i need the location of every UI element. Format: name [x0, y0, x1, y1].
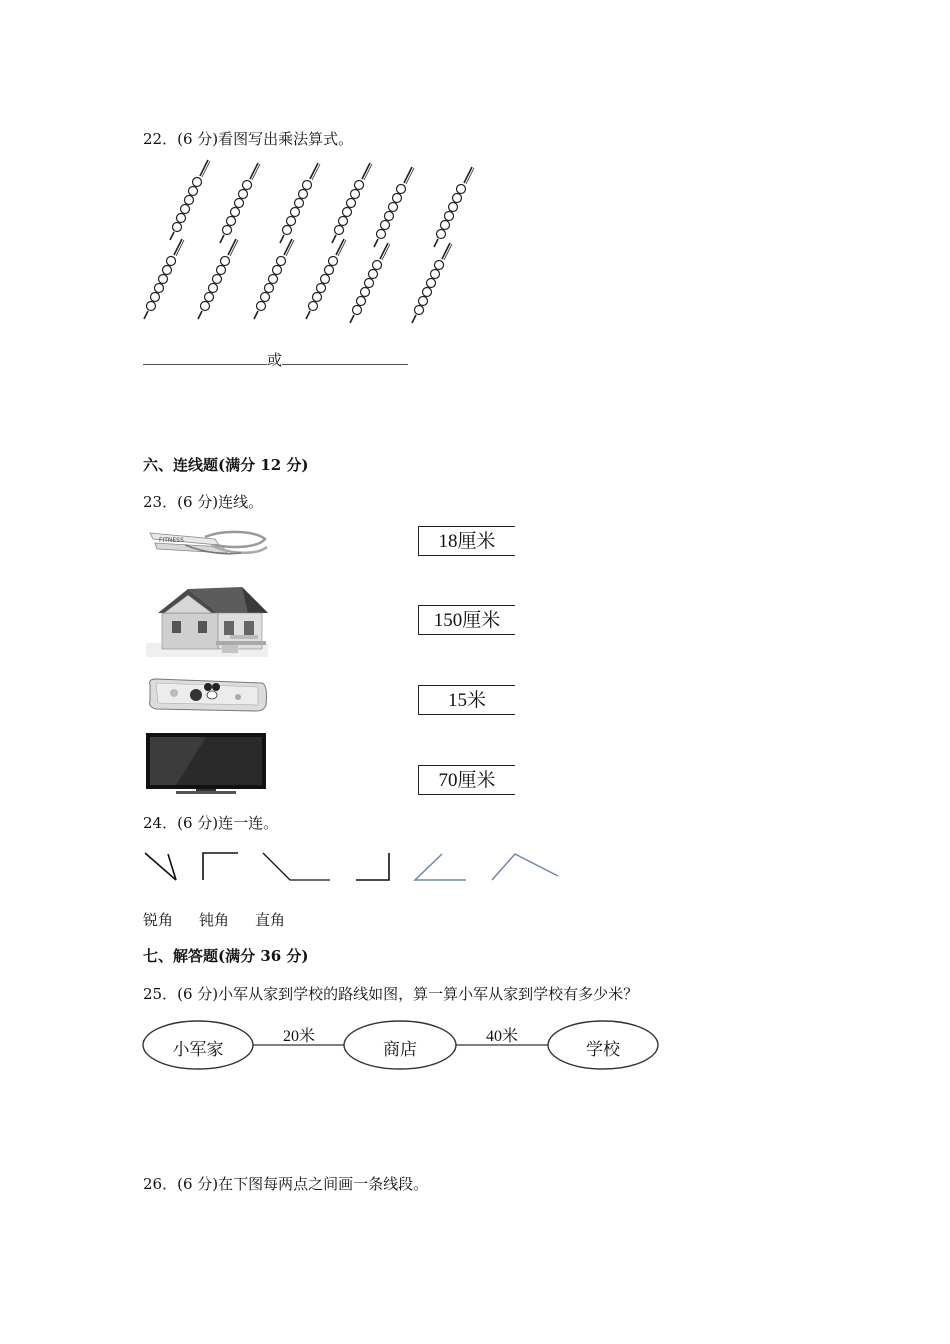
jump-rope-image	[145, 525, 270, 560]
place-school: 学校	[586, 1040, 620, 1060]
pencil-case-image	[146, 675, 268, 715]
answer-blank-1[interactable]	[143, 350, 267, 365]
place-home: 小军家	[172, 1040, 224, 1060]
unit-box-1[interactable]: 18厘米	[418, 526, 515, 556]
skewer-illustration	[138, 155, 483, 330]
skewer-12	[412, 243, 452, 323]
skewer-4	[332, 163, 372, 243]
section-6-title: 六、连线题(满分 12 分)	[143, 456, 309, 474]
place-shop: 商店	[383, 1040, 417, 1060]
house-image	[146, 585, 268, 657]
skewer-6	[434, 167, 474, 247]
question-23-text: 23．(6 分)连线。	[143, 493, 264, 511]
unit-box-2[interactable]: 150厘米	[418, 605, 515, 635]
answer-line-row	[143, 350, 408, 370]
angle-3	[263, 853, 330, 880]
question-25-text: 25．(6 分)小军从家到学校的路线如图，算一算小军从家到学校有多少米？	[143, 985, 639, 1003]
question-24-text: 24．(6 分)连一连。	[143, 814, 279, 832]
section-7-title: 七、解答题(满分 36 分)	[143, 947, 309, 965]
angle-5	[415, 854, 466, 880]
or-connector: 或	[267, 351, 283, 369]
skewer-2	[220, 163, 260, 243]
angle-label-acute: 锐角	[143, 911, 174, 929]
question-22-text: 22．(6 分)看图写出乘法算式。	[143, 130, 354, 148]
skewer-7	[144, 239, 184, 319]
distance-label-1: 20米	[282, 1028, 315, 1045]
angle-6	[492, 854, 558, 880]
skewer-9	[254, 239, 294, 319]
skewer-1	[170, 160, 210, 240]
angle-2	[203, 853, 238, 880]
angles-figure	[140, 848, 565, 888]
distance-label-2: 40米	[485, 1028, 518, 1045]
skewer-11	[350, 243, 390, 323]
angle-1	[145, 853, 176, 880]
angle-label-right: 直角	[255, 911, 286, 929]
angle-label-obtuse: 钝角	[199, 911, 230, 929]
skewer-3	[280, 163, 320, 243]
skewer-8	[198, 239, 238, 319]
answer-blank-2[interactable]	[282, 350, 408, 365]
television-image	[146, 733, 268, 795]
angle-4	[356, 853, 389, 880]
skewer-10	[306, 239, 346, 319]
unit-box-4[interactable]: 70厘米	[418, 765, 515, 795]
question-26-text: 26．(6 分)在下图每两点之间画一条线段。	[143, 1175, 429, 1193]
skewer-5	[374, 167, 414, 247]
unit-box-3[interactable]: 15米	[418, 685, 515, 715]
svg-text:FITNESS: FITNESS	[159, 537, 184, 544]
